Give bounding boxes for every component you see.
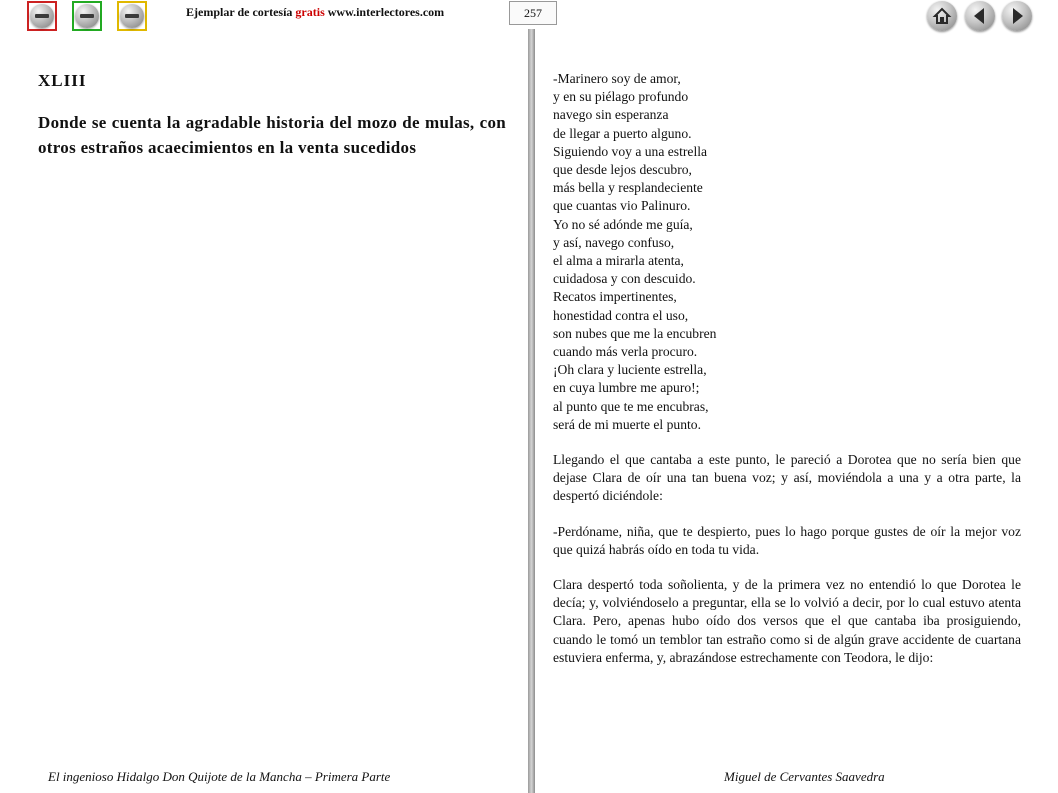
arrow-left-icon xyxy=(965,1,995,31)
next-page-button[interactable] xyxy=(1002,1,1032,31)
chapter-number: XLIII xyxy=(38,71,87,90)
header-website-link[interactable]: www.interlectores.com xyxy=(324,5,445,19)
toolbar-button-yellow[interactable] xyxy=(117,1,147,31)
header-text-before: Ejemplar de cortesía xyxy=(186,5,296,19)
poem-line: Yo no sé adónde me guía, xyxy=(553,216,693,232)
paragraph: -Perdóname, niña, que te despierto, pues lo hago porque gustes de oír la mejor voz que quizá habrás oído en toda tu vida. xyxy=(553,523,1021,557)
poem-line: el alma a mirarla atenta, xyxy=(553,253,684,269)
previous-page-button[interactable] xyxy=(965,1,995,31)
poem-line: ¡Oh clara y luciente estrella, xyxy=(553,362,707,378)
page-number[interactable]: 257 xyxy=(509,1,557,25)
minus-icon xyxy=(120,4,144,28)
header-gratis-highlight: gratis xyxy=(295,5,325,19)
poem-line: honestidad contra el uso, xyxy=(553,307,689,323)
poem-line: cuando más verla procuro. xyxy=(553,344,698,360)
minus-icon xyxy=(30,4,54,28)
poem-line: que desde lejos descubro, xyxy=(553,162,692,178)
footer-author: Miguel de Cervantes Saavedra xyxy=(724,769,885,784)
poem-line: que cuantas vio Palinuro. xyxy=(553,198,691,214)
page-divider xyxy=(528,29,535,793)
poem xyxy=(553,70,1021,434)
arrow-right-icon xyxy=(1002,1,1032,31)
paragraph: Clara despertó toda soñolienta, y de la primera vez no entendió lo que Dorotea le decía; y, volviéndoselo a preguntar, ella se lo volvió a decir, por lo cual estuvo atenta Clara. Pero, apenas hubo oído dos versos que el que cantaba iba prosiguiendo, cuando le tomó un temblor tan estraño como si de algún grave accidente de cuartana estuviera enferma, y, abrazándose estrechamente con Teodora, le dijo: xyxy=(553,577,1021,665)
poem-line: Siguiendo voy a una estrella xyxy=(553,143,708,159)
poem-line: Recatos impertinentes, xyxy=(553,289,677,305)
right-page-text xyxy=(553,70,1021,667)
home-icon xyxy=(927,1,957,31)
toolbar-button-green[interactable] xyxy=(72,1,102,31)
header-courtesy-text xyxy=(186,5,444,20)
poem-line: son nubes que me la encubren xyxy=(553,325,717,341)
poem-line: en cuya lumbre me apuro!; xyxy=(553,380,700,396)
poem-line: al punto que te me encubras, xyxy=(553,398,709,414)
paragraph: Llegando el que cantaba a este punto, le pareció a Dorotea que no sería bien que dejase Clara de oír una tan buena voz; y así, moviéndola a una y a otra parte, la despertó diciéndole: xyxy=(553,452,1021,504)
footer-book-title: El ingenioso Hidalgo Don Quijote de la Mancha – Primera Parte xyxy=(48,769,391,784)
poem-line: y así, navego confuso, xyxy=(553,234,675,250)
poem-line: más bella y resplandeciente xyxy=(553,180,703,196)
chapter-title: Donde se cuenta la agradable historia del mozo de mulas, con otros estraños acaecimientos en la venta sucedidos xyxy=(38,113,506,157)
poem-line: navego sin esperanza xyxy=(553,107,669,123)
poem-line: -Marinero soy de amor, xyxy=(553,71,681,86)
poem-line: cuidadosa y con descuido. xyxy=(553,271,696,287)
poem-line: será de mi muerte el punto. xyxy=(553,416,701,432)
poem-line: y en su piélago profundo xyxy=(553,89,689,105)
toolbar-button-red[interactable] xyxy=(27,1,57,31)
home-button[interactable] xyxy=(927,1,957,31)
minus-icon xyxy=(75,4,99,28)
poem-line: de llegar a puerto alguno. xyxy=(553,125,692,141)
